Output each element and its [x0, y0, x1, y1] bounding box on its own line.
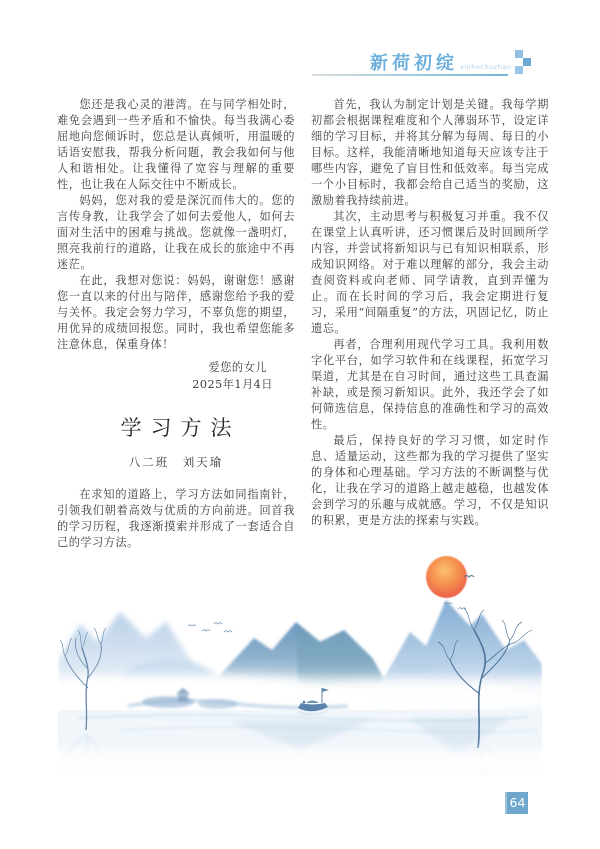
paragraph: 在此，我想对您说：妈妈，谢谢您！感谢您一直以来的付出与陪伴，感谢您给予我的爱与关怀。我定会努力学习，不辜负您的期望，用优异的成绩回报您。同时，我也希望您能多注意休息，保重身体！: [57, 274, 295, 351]
landscape-painting: [58, 598, 542, 775]
paragraph: 您还是我心灵的港湾。在与同学相处时，难免会遇到一些矛盾和不愉快。每当我满心委屈地向您倾诉时，您总是认真倾听，用温暖的话语安慰我，帮我分析问题，教会我如何与他人和谐相处。让我懂得了宽容与理解的重要性，也让我在人际交往中不断成长。: [57, 98, 295, 191]
decor-square: [523, 58, 531, 66]
letter-signature: 爱您的女儿: [208, 361, 267, 374]
section-brand-title: 新荷初绽: [370, 53, 458, 74]
letter-date: 2025年1月4日: [192, 378, 273, 391]
letter-body: [57, 97, 295, 353]
birds: [188, 603, 466, 632]
paragraph: 妈妈，您对我的爱是深沉而伟大的。您的言传身教，让我学会了如何去爱他人，如何去面对生活中的困难与挑战。您就像一盏明灯，照亮我前行的道路，让我在成长的旅途中不再迷茫。: [57, 194, 295, 271]
decor-square: [515, 50, 523, 58]
paragraph: 在求知的道路上，学习方法如同指南针，引领我们朝着高效与优质的方向前进。回首我的学习历程，我逐渐摸索并形成了一套适合自己的学习方法。: [57, 488, 295, 549]
article-title: 学习方法: [120, 416, 241, 440]
paragraph: 其次，主动思考与积极复习并重。我不仅在课堂上认真听讲，还习惯课后及时回顾所学内容，并尝试将新知识与已有知识相联系，形成知识网络。对于难以理解的部分，我会主动查阅资料或向老师、同学请教，直到弄懂为止。而在长时间的学习后，我会定期进行复习，采用“间隔重复”的方法，巩固记忆，防止遗忘。: [311, 210, 549, 335]
bird-icon: [463, 572, 475, 580]
page-number-badge: 64: [505, 792, 528, 814]
article-byline: 八二班 刘天瑜: [128, 455, 224, 469]
article-body: [57, 487, 295, 551]
decor-square: [515, 66, 523, 74]
left-column: [57, 97, 295, 551]
paragraph: 首先，我认为制定计划是关键。我每学期初都会根据课程难度和个人薄弱环节，设定详细的学习目标，并将其分解为每周、每日的小目标。这样，我能清晰地知道每天应该专注于哪些内容，避免了盲目性和低效率。每当完成一个小目标时，我都会给自己适当的奖励，这激励着我持续前进。: [311, 98, 549, 207]
decor-squares-icon: [512, 48, 538, 76]
section-brand: [370, 49, 520, 75]
right-column: [311, 97, 549, 529]
section-brand-pinyin: xinhechuzhan: [460, 63, 512, 71]
sun-illustration: [426, 556, 467, 598]
paragraph: 再者，合理利用现代学习工具。我利用数字化平台，如学习软件和在线课程，拓宽学习渠道，尤其是在自习时间，通过这些工具查漏补缺，或是预习新知识。此外，我还学会了如何筛选信息，保持信息的准确性和学习的高效性。: [311, 338, 549, 431]
paragraph: 最后，保持良好的学习习惯，如定时作息、适量运动，这些都为我的学习提供了坚实的身体和心理基础。学习方法的不断调整与优化，让我在学习的道路上越走越稳，也越发体会到学习的乐趣与成就感。学习，不仅是知识的积累，更是方法的探索与实践。: [311, 434, 549, 527]
essay-body: [311, 97, 549, 529]
